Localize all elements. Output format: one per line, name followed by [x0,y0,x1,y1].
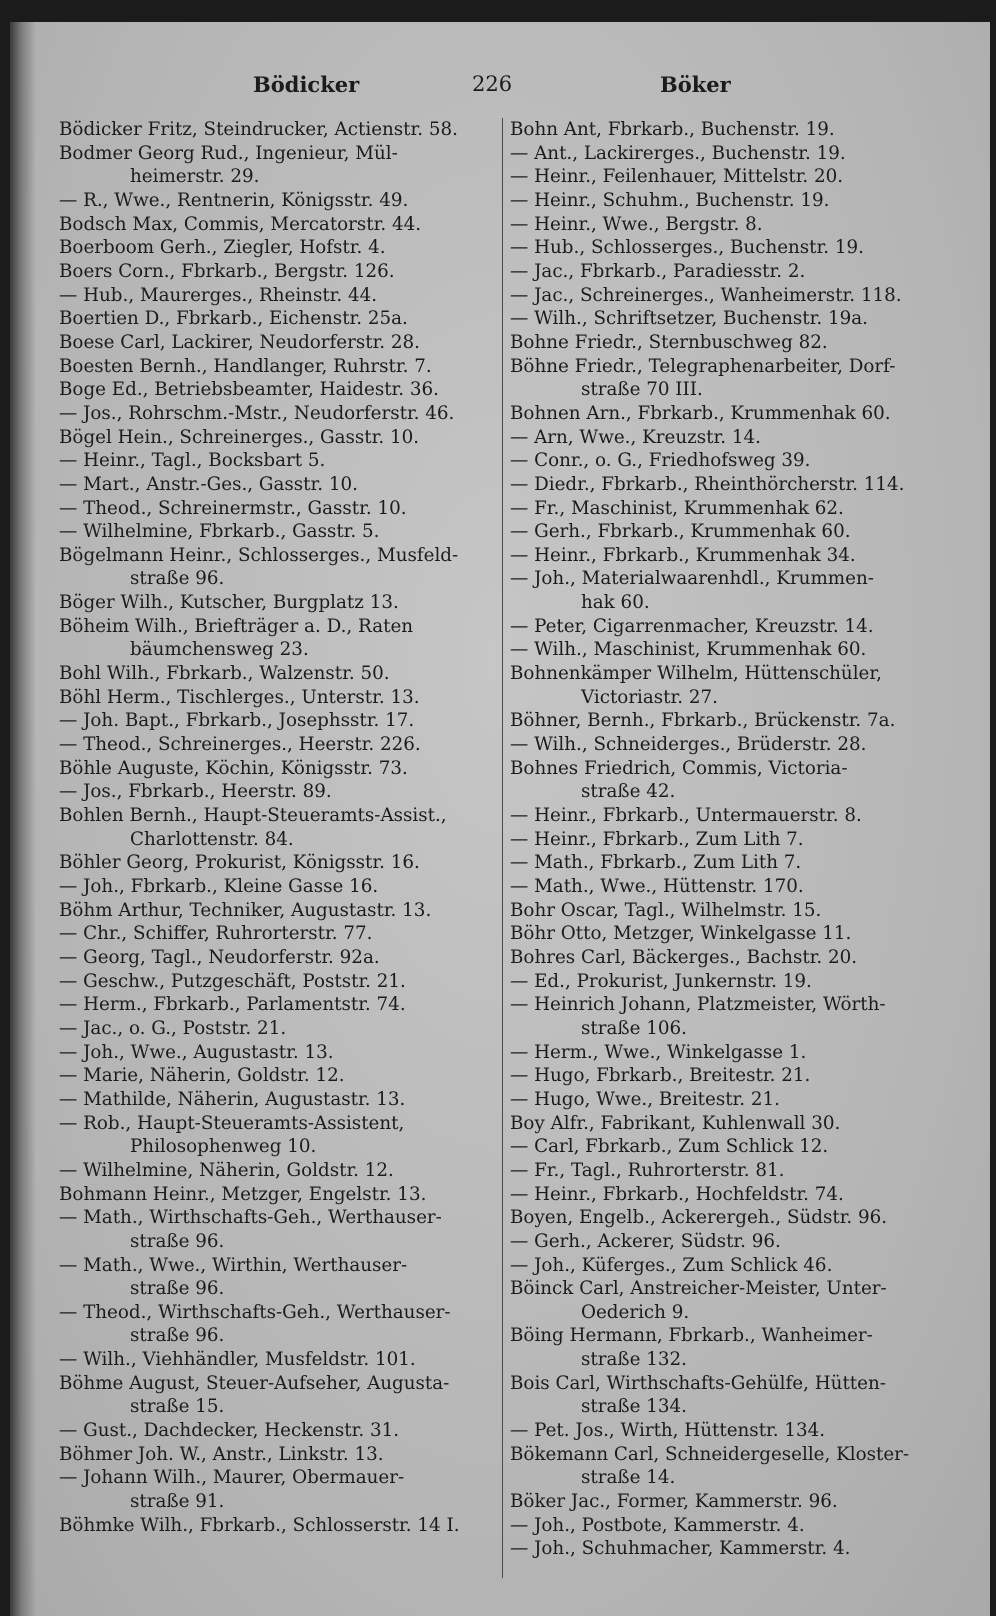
entry-line: Bohmann Heinr., Metzger, Engelstr. 13. [59,1183,427,1205]
directory-entry [510,1230,950,1254]
directory-entry [510,757,950,804]
entry-line: Boyen, Engelb., Ackerergeh., Südstr. 96. [510,1207,888,1229]
directory-entry [59,804,497,851]
directory-entry [59,426,497,450]
entry-line: — Hub., Maurerges., Rheinstr. 44. [59,284,378,306]
entry-continuation-line: straße 96. [130,1278,225,1300]
entry-line: — Math., Wwe., Wirthin, Werthauser- [59,1254,408,1276]
directory-entry [510,851,950,875]
directory-entry [510,1372,950,1419]
directory-entry [59,1301,497,1348]
entry-line: Bohnes Friedrich, Commis, Victoria- [510,757,848,779]
entry-continuation-line: straße 42. [581,781,676,803]
entry-line: Bohnenkämper Wilhelm, Hüttenschüler, [510,663,882,685]
directory-entry [59,1372,497,1419]
entry-line: Bökemann Carl, Schneidergeselle, Kloster- [510,1443,910,1465]
directory-entry [510,875,950,899]
entry-line: Böhne Friedr., Telegraphenarbeiter, Dorf- [510,355,896,377]
header-right-word: Böker [660,72,731,97]
entry-line: Bodmer Georg Rud., Ingenieur, Mül- [59,142,398,164]
directory-entry [510,118,950,142]
directory-entry [59,615,497,662]
directory-entry [59,449,497,473]
directory-entry [510,1041,950,1065]
entry-line: Böhme August, Steuer-Aufseher, Augusta- [59,1372,450,1394]
directory-entry [510,426,950,450]
entry-line: — Arn, Wwe., Kreuzstr. 14. [510,426,761,448]
directory-entry [510,709,950,733]
entry-line: Boesten Bernh., Handlanger, Ruhrstr. 7. [59,355,432,377]
page-number: 226 [472,72,513,96]
entry-line: Boese Carl, Lackirer, Neudorferstr. 28. [59,331,420,353]
directory-entry [59,686,497,710]
entry-line: Bohr Oscar, Tagl., Wilhelmstr. 15. [510,899,822,921]
entry-line: — Mart., Anstr.-Ges., Gasstr. 10. [59,473,358,495]
directory-entry [510,473,950,497]
directory-entry [510,236,950,260]
entry-continuation-line: Charlottenstr. 84. [130,828,294,850]
entry-continuation-line: straße 134. [581,1396,687,1418]
entry-continuation-line: straße 91. [130,1491,225,1513]
entry-line: — Rob., Haupt-Steueramts-Assistent, [59,1112,405,1134]
entry-line: — Heinr., Fbrkarb., Untermauerstr. 8. [510,805,862,827]
directory-entry [510,449,950,473]
directory-entry [59,709,497,733]
entry-line: — Gerh., Fbrkarb., Krummenhak 60. [510,521,851,543]
directory-entry [59,1443,497,1467]
entry-line: — Herm., Fbrkarb., Parlamentstr. 74. [59,994,406,1016]
directory-entry [510,165,950,189]
directory-entry [59,662,497,686]
entry-continuation-line: straße 132. [581,1349,687,1371]
directory-entry [510,260,950,284]
entry-line: Bohlen Bernh., Haupt-Steueramts-Assist., [59,805,447,827]
directory-entry [510,497,950,521]
directory-entry [59,1088,497,1112]
entry-line: Bödicker Fritz, Steindrucker, Actienstr. 58. [59,119,458,140]
entry-line: — Gust., Dachdecker, Heckenstr. 31. [59,1420,400,1442]
directory-entry [59,591,497,615]
entry-continuation-line: Oederich 9. [581,1301,690,1323]
directory-entry [59,1112,497,1159]
entry-line: — Math., Wwe., Hüttenstr. 170. [510,876,804,897]
directory-entry [510,1514,950,1538]
entry-line: — Hugo, Fbrkarb., Breitestr. 21. [510,1065,811,1087]
directory-entry [59,236,497,260]
entry-line: — Heinr., Schuhm., Buchenstr. 19. [510,189,830,211]
entry-line: — Herm., Wwe., Winkelgasse 1. [510,1041,807,1063]
entry-line: Böhmke Wilh., Fbrkarb., Schlosserstr. 14 I. [59,1514,460,1536]
entry-line: — Theod., Schreinermstr., Gasstr. 10. [59,497,407,519]
entry-line: — Johann Wilh., Maurer, Obermauer- [59,1467,405,1489]
directory-entry [510,946,950,970]
header-left-word: Bödicker [253,72,360,97]
directory-entry [59,993,497,1017]
entry-line: Bohne Friedr., Sternbuschweg 82. [510,331,828,353]
directory-entry [510,1135,950,1159]
entry-line: Boertien D., Fbrkarb., Eichenstr. 25a. [59,308,408,330]
directory-entry [59,1041,497,1065]
directory-entry [59,946,497,970]
directory-entry [510,544,950,568]
directory-entry [510,993,950,1040]
entry-line: — Heinr., Tagl., Bocksbart 5. [59,450,326,472]
entry-line: — Joh., Wwe., Augustastr. 13. [59,1041,334,1063]
directory-entry [59,851,497,875]
directory-entry [510,1206,950,1230]
column-divider [502,118,503,1578]
directory-entry [510,970,950,994]
entry-continuation-line: straße 15. [130,1396,225,1418]
entry-continuation-line: straße 96. [130,568,225,590]
entry-line: Böheim Wilh., Briefträger a. D., Raten [59,615,414,637]
entry-line: Böhl Herm., Tischlerges., Unterstr. 13. [59,686,420,708]
directory-entry [59,544,497,591]
directory-entry [510,1324,950,1371]
directory-entry [59,899,497,923]
page-header [10,72,990,108]
entry-continuation-line: straße 106. [581,1017,687,1039]
directory-entry [510,284,950,308]
entry-line: Böger Wilh., Kutscher, Burgplatz 13. [59,592,399,614]
directory-entry [510,331,950,355]
directory-entry [59,1419,497,1443]
directory-entry [59,142,497,189]
directory-entry [510,1537,950,1561]
directory-entry [59,922,497,946]
directory-entry [510,828,950,852]
entry-line: Boy Alfr., Fabrikant, Kuhlenwall 30. [510,1112,841,1134]
entry-line: — Chr., Schiffer, Ruhrorterstr. 77. [59,923,373,945]
directory-entry [510,615,950,639]
directory-entry [510,1254,950,1278]
entry-line: — Wilh., Maschinist, Krummenhak 60. [510,639,867,661]
directory-entry [510,1088,950,1112]
directory-entry [59,780,497,804]
directory-entry [59,1064,497,1088]
directory-entry [59,284,497,308]
entry-line: Böhle Auguste, Köchin, Königsstr. 73. [59,757,408,779]
entry-line: Bohnen Arn., Fbrkarb., Krummenhak 60. [510,402,891,424]
entry-line: Böhmer Joh. W., Anstr., Linkstr. 13. [59,1443,384,1465]
directory-entry [510,1419,950,1443]
entry-line: Böhr Otto, Metzger, Winkelgasse 11. [510,923,852,945]
entry-line: — Joh., Materialwaarenhdl., Krummen- [510,568,874,590]
entry-continuation-line: straße 96. [130,1325,225,1347]
directory-entry [59,497,497,521]
directory-entry [510,1277,950,1324]
entry-line: — Wilhelmine, Näherin, Goldstr. 12. [59,1159,394,1181]
entry-line: Boge Ed., Betriebsbeamter, Haidestr. 36. [59,379,439,401]
directory-entry [510,662,950,709]
directory-entry [59,1514,497,1538]
directory-entry [510,355,950,402]
directory-entry [510,520,950,544]
entry-line: — Jac., Schreinerges., Wanheimerstr. 118. [510,284,902,306]
entry-continuation-line: heimerstr. 29. [130,166,260,188]
directory-entry [59,1183,497,1207]
entry-line: Bohres Carl, Bäckerges., Bachstr. 20. [510,946,858,968]
directory-entry [510,213,950,237]
entry-line: — Heinrich Johann, Platzmeister, Wörth- [510,994,886,1016]
directory-entry [59,331,497,355]
entry-line: — Conr., o. G., Friedhofsweg 39. [510,450,811,472]
entry-line: — Wilh., Viehhändler, Musfeldstr. 101. [59,1349,416,1371]
entry-line: — Mathilde, Näherin, Augustastr. 13. [59,1088,406,1110]
entry-line: — Heinr., Fbrkarb., Krummenhak 34. [510,544,856,566]
entry-line: — Jac., o. G., Poststr. 21. [59,1017,287,1039]
entry-line: — Gerh., Ackerer, Südstr. 96. [510,1230,781,1252]
directory-entry [510,307,950,331]
directory-entry [59,1159,497,1183]
entry-continuation-line: Victoriastr. 27. [581,686,718,708]
entry-line: — Peter, Cigarrenmacher, Kreuzstr. 14. [510,615,874,637]
entry-line: — Joh., Küferges., Zum Schlick 46. [510,1254,833,1276]
directory-entry [59,520,497,544]
directory-entry [59,1017,497,1041]
entry-line: — Heinr., Feilenhauer, Mittelstr. 20. [510,166,844,188]
directory-entry [59,970,497,994]
entry-line: — R., Wwe., Rentnerin, Königsstr. 49. [59,189,409,211]
entry-line: — Heinr., Wwe., Bergstr. 8. [510,213,763,235]
directory-entry [59,875,497,899]
entry-line: — Math., Wirthschafts-Geh., Werthauser- [59,1207,442,1229]
directory-entry [59,189,497,213]
entry-line: — Jos., Fbrkarb., Heerstr. 89. [59,781,332,803]
entry-line: — Jos., Rohrschm.-Mstr., Neudorferstr. 46. [59,402,455,424]
page-gutter-shadow [10,22,36,1616]
entry-line: Boerboom Gerh., Ziegler, Hofstr. 4. [59,237,386,259]
entry-line: — Georg, Tagl., Neudorferstr. 92a. [59,946,380,968]
directory-entry [59,307,497,331]
right-column [510,118,950,1561]
entry-line: — Hub., Schlosserges., Buchenstr. 19. [510,237,864,259]
entry-line: — Fr., Tagl., Ruhrorterstr. 81. [510,1159,785,1181]
entry-line: — Theod., Schreinerges., Heerstr. 226. [59,734,421,756]
entry-line: — Joh., Schuhmacher, Kammerstr. 4. [510,1538,851,1560]
directory-entry [510,402,950,426]
entry-continuation-line: Philosophenweg 10. [130,1136,317,1158]
entry-line: Bohl Wilh., Fbrkarb., Walzenstr. 50. [59,663,390,685]
directory-entry [59,1206,497,1253]
entry-line: — Theod., Wirthschafts-Geh., Werthauser- [59,1301,451,1323]
directory-entry [510,1064,950,1088]
directory-entry [510,1490,950,1514]
directory-entry [510,1183,950,1207]
entry-line: Böker Jac., Former, Kammerstr. 96. [510,1491,838,1513]
directory-entry [59,1466,497,1513]
directory-entry [59,260,497,284]
directory-entry [510,567,950,614]
directory-entry [510,638,950,662]
entry-line: — Carl, Fbrkarb., Zum Schlick 12. [510,1136,829,1158]
directory-entry [59,1254,497,1301]
entry-line: Bodsch Max, Commis, Mercatorstr. 44. [59,213,422,235]
entry-line: Bohn Ant, Fbrkarb., Buchenstr. 19. [510,119,835,140]
directory-entry [510,804,950,828]
entry-continuation-line: hak 60. [581,592,650,614]
entry-line: — Heinr., Fbrkarb., Hochfeldstr. 74. [510,1183,844,1205]
directory-entry [59,757,497,781]
entry-line: — Joh., Fbrkarb., Kleine Gasse 16. [59,876,379,897]
directory-entry [59,355,497,379]
entry-line: — Joh., Postbote, Kammerstr. 4. [510,1514,805,1536]
entry-line: — Pet. Jos., Wirth, Hüttenstr. 134. [510,1420,826,1442]
directory-entry [510,1159,950,1183]
directory-entry [510,899,950,923]
entry-line: Böhm Arthur, Techniker, Augustastr. 13. [59,899,432,921]
entry-line: — Ed., Prokurist, Junkernstr. 19. [510,970,812,992]
directory-page [10,22,990,1616]
entry-line: — Jac., Fbrkarb., Paradiesstr. 2. [510,260,806,282]
entry-line: Böhner, Bernh., Fbrkarb., Brückenstr. 7a. [510,710,896,732]
entry-line: Böinck Carl, Anstreicher-Meister, Unter- [510,1278,887,1300]
entry-line: — Ant., Lackirerges., Buchenstr. 19. [510,142,846,164]
entry-line: — Wilh., Schneiderges., Brüderstr. 28. [510,734,867,756]
entry-line: — Geschw., Putzgeschäft, Poststr. 21. [59,970,406,992]
directory-entry [59,118,497,142]
entry-line: — Wilh., Schriftsetzer, Buchenstr. 19a. [510,308,868,330]
entry-line: Boers Corn., Fbrkarb., Bergstr. 126. [59,260,395,282]
directory-entry [510,189,950,213]
directory-entry [510,1443,950,1490]
entry-line: — Math., Fbrkarb., Zum Lith 7. [510,852,802,874]
directory-entry [59,402,497,426]
entry-line: — Hugo, Wwe., Breitestr. 21. [510,1088,780,1110]
entry-line: — Marie, Näherin, Goldstr. 12. [59,1065,345,1087]
entry-line: — Diedr., Fbrkarb., Rheinthörcherstr. 114. [510,473,905,495]
directory-entry [510,142,950,166]
directory-entry [59,733,497,757]
directory-entry [59,378,497,402]
entry-line: — Wilhelmine, Fbrkarb., Gasstr. 5. [59,521,380,543]
directory-entry [59,213,497,237]
directory-entry [510,922,950,946]
entry-line: Böhler Georg, Prokurist, Königsstr. 16. [59,852,420,874]
entry-continuation-line: bäumchensweg 23. [130,639,309,661]
directory-entry [59,473,497,497]
directory-entry [59,1348,497,1372]
entry-line: Bois Carl, Wirthschafts-Gehülfe, Hütten- [510,1372,886,1394]
directory-entry [510,1112,950,1136]
entry-line: Bögelmann Heinr., Schlosserges., Musfeld- [59,544,459,566]
left-column [59,118,497,1537]
entry-continuation-line: straße 70 III. [581,379,703,401]
entry-line: — Fr., Maschinist, Krummenhak 62. [510,497,844,519]
entry-continuation-line: straße 14. [581,1467,676,1489]
entry-line: Böing Hermann, Fbrkarb., Wanheimer- [510,1325,873,1347]
entry-line: — Joh. Bapt., Fbrkarb., Josephsstr. 17. [59,710,415,732]
entry-line: — Heinr., Fbrkarb., Zum Lith 7. [510,828,804,850]
entry-line: Bögel Hein., Schreinerges., Gasstr. 10. [59,426,420,448]
directory-entry [510,733,950,757]
entry-continuation-line: straße 96. [130,1230,225,1252]
